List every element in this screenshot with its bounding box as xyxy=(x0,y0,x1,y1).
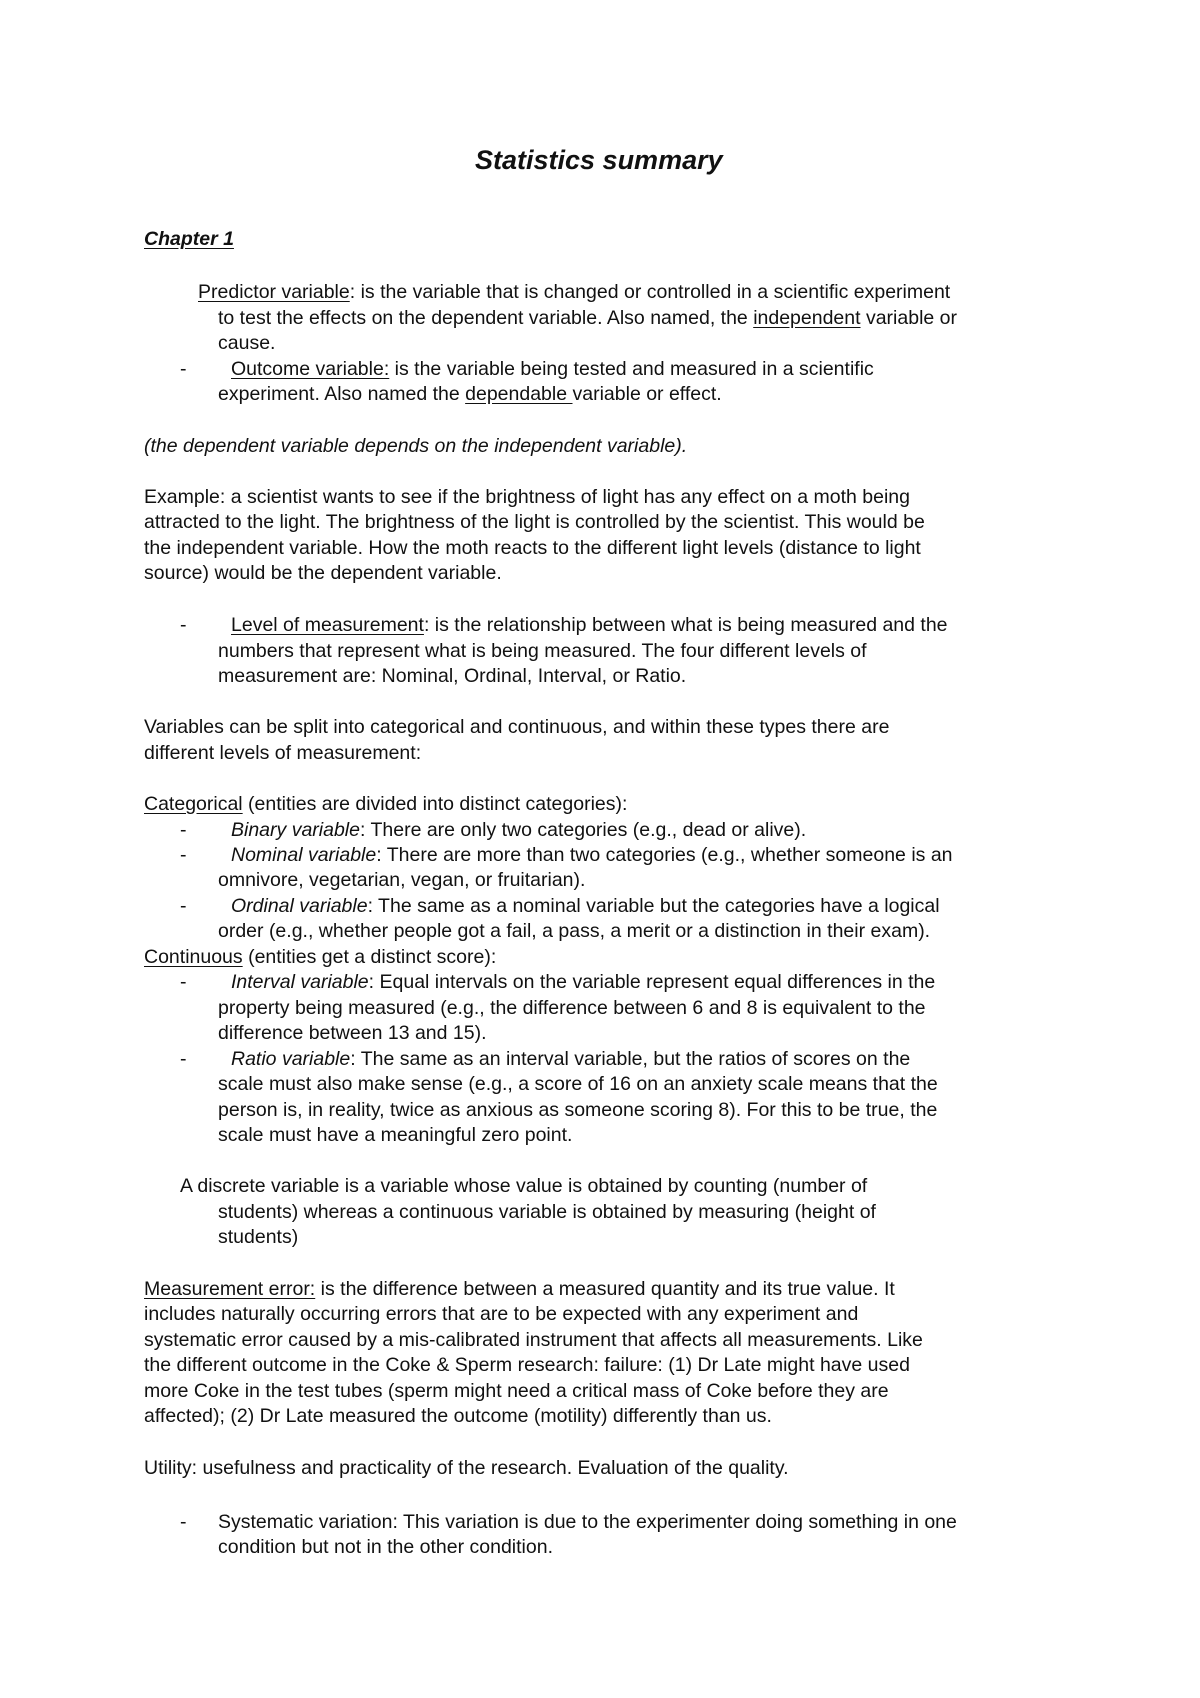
example-line-3: the independent variable. How the moth reacts to the different light levels (distance to light xyxy=(144,537,921,559)
italic-note: (the dependent variable depends on the independent variable). xyxy=(144,435,688,457)
binary-line: Binary variable: There are only two categories (e.g., dead or alive). xyxy=(231,819,807,841)
chapter-heading: Chapter 1 xyxy=(144,228,234,250)
nominal-line-2: omnivore, vegetarian, vegan, or fruitarian). xyxy=(218,869,586,891)
level-term: Level of measurement xyxy=(231,614,424,636)
ordinal-line-1: Ordinal variable: The same as a nominal variable but the categories have a logical xyxy=(231,895,940,917)
measurement-error-line-3: systematic error caused by a mis-calibrated instrument that affects all measurements. Like xyxy=(144,1329,923,1351)
bullet-dash: - xyxy=(180,844,187,866)
bullet-dash: - xyxy=(180,895,187,917)
bullet-dash: - xyxy=(180,1048,187,1070)
discrete-line-1: A discrete variable is a variable whose value is obtained by counting (number of xyxy=(180,1175,868,1197)
outcome-line-2: experiment. Also named the dependable variable or effect. xyxy=(218,383,722,405)
example-line-4: source) would be the dependent variable. xyxy=(144,562,502,584)
interval-line-2: property being measured (e.g., the difference between 6 and 8 is equivalent to the xyxy=(218,997,926,1019)
measurement-error-line-1: Measurement error: is the difference between a measured quantity and its true value. It xyxy=(144,1278,895,1300)
bullet-dash: - xyxy=(180,614,187,636)
outcome-line-1: Outcome variable: is the variable being tested and measured in a scientific xyxy=(231,358,874,380)
predictor-line-2: to test the effects on the dependent variable. Also named, the independent variable or xyxy=(218,307,958,329)
variables-line-1: Variables can be split into categorical and continuous, and within these types there are xyxy=(144,716,890,738)
interval-line-1: Interval variable: Equal intervals on the variable represent equal differences in the xyxy=(231,971,936,993)
ratio-line-3: person is, in reality, twice as anxious as someone scoring 8). For this to be true, the xyxy=(218,1099,938,1121)
dependable-word: dependable xyxy=(465,383,573,405)
measurement-error-term: Measurement error: xyxy=(144,1278,316,1300)
measurement-error-line-4: the different outcome in the Coke & Sperm research: failure: (1) Dr Late might have used xyxy=(144,1354,910,1376)
example-line-2: attracted to the light. The brightness of the light is controlled by the scientist. This would be xyxy=(144,511,925,533)
variables-line-2: different levels of measurement: xyxy=(144,742,422,764)
page-title: Statistics summary xyxy=(475,145,723,175)
outcome-term: Outcome variable: xyxy=(231,358,390,380)
discrete-line-3: students) xyxy=(218,1226,299,1248)
nominal-line-1: Nominal variable: There are more than two categories (e.g., whether someone is an xyxy=(231,844,953,866)
measurement-error-line-2: includes naturally occurring errors that are to be expected with any experiment and xyxy=(144,1303,859,1325)
ratio-line-4: scale must have a meaningful zero point. xyxy=(218,1124,573,1146)
categorical-term: Categorical xyxy=(144,793,243,815)
bullet-dash: - xyxy=(180,819,187,841)
ordinal-term: Ordinal variable xyxy=(231,895,368,917)
measurement-error-line-6: affected); (2) Dr Late measured the outcome (motility) differently than us. xyxy=(144,1405,772,1427)
interval-line-3: difference between 13 and 15). xyxy=(218,1022,487,1044)
predictor-line-3: cause. xyxy=(218,332,276,354)
utility-line: Utility: usefulness and practicality of the research. Evaluation of the quality. xyxy=(144,1457,789,1479)
ratio-line-2: scale must also make sense (e.g., a score of 16 on an anxiety scale means that the xyxy=(218,1073,938,1095)
bullet-dash: - xyxy=(180,971,187,993)
level-line-1: Level of measurement: is the relationship between what is being measured and the xyxy=(231,614,948,636)
systematic-line-1: Systematic variation: This variation is due to the experimenter doing something in one xyxy=(218,1511,957,1533)
independent-word: independent xyxy=(753,307,861,329)
nominal-term: Nominal variable xyxy=(231,844,377,866)
level-line-2: numbers that represent what is being measured. The four different levels of xyxy=(218,640,867,662)
discrete-line-2: students) whereas a continuous variable is obtained by measuring (height of xyxy=(218,1201,876,1223)
ratio-line-1: Ratio variable: The same as an interval variable, but the ratios of scores on the xyxy=(231,1048,911,1070)
interval-term: Interval variable xyxy=(231,971,369,993)
continuous-term: Continuous xyxy=(144,946,243,968)
example-line-1: Example: a scientist wants to see if the brightness of light has any effect on a moth being xyxy=(144,486,910,508)
continuous-heading: Continuous (entities get a distinct score): xyxy=(144,946,497,968)
measurement-error-line-5: more Coke in the test tubes (sperm might need a critical mass of Coke before they are xyxy=(144,1380,889,1402)
systematic-line-2: condition but not in the other condition. xyxy=(218,1536,553,1558)
bullet-dash: - xyxy=(180,358,187,380)
ordinal-line-2: order (e.g., whether people got a fail, a pass, a merit or a distinction in their exam). xyxy=(218,920,931,942)
ratio-term: Ratio variable xyxy=(231,1048,351,1070)
level-line-3: measurement are: Nominal, Ordinal, Interval, or Ratio. xyxy=(218,665,687,687)
binary-term: Binary variable xyxy=(231,819,360,841)
predictor-line-1: Predictor variable: is the variable that is changed or controlled in a scientific experiment xyxy=(198,281,951,303)
categorical-heading: Categorical (entities are divided into distinct categories): xyxy=(144,793,628,815)
bullet-dash: - xyxy=(180,1511,187,1533)
predictor-term: Predictor variable xyxy=(198,281,350,303)
